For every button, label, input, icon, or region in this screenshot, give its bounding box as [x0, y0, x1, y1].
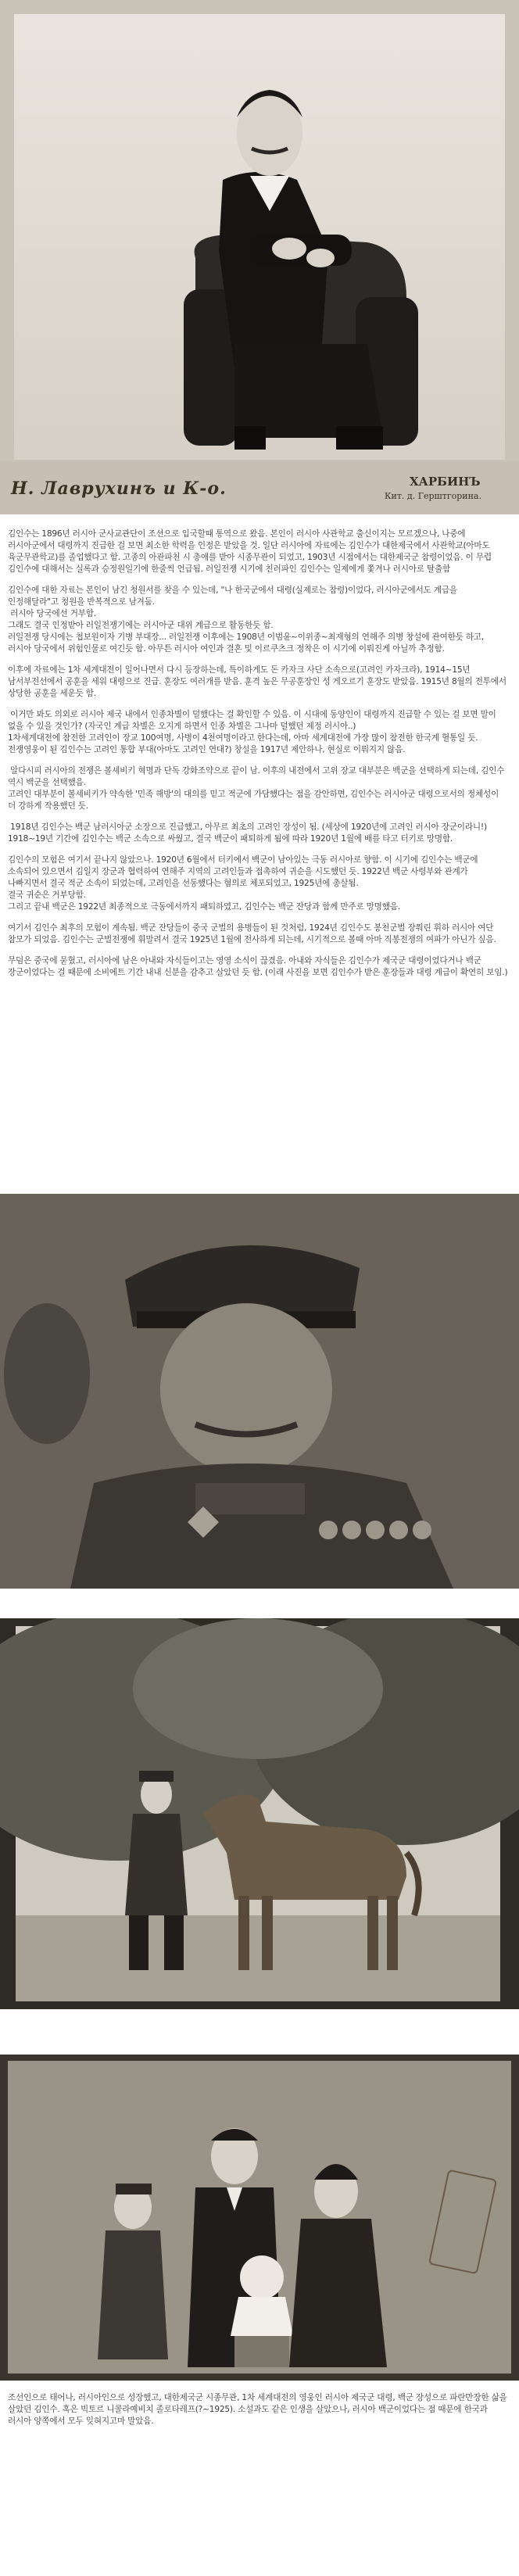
studio-name-plate: Н. Лаврухинъ и К-о. [11, 478, 227, 499]
paragraph: 김인수에 대한 자료는 본인이 남긴 청원서를 찾을 수 있는데, "나 한국군에서 대령(실제로는 참령)이었다, 러시아군에서도 계급을 인정해달라"고 청원을 반복적으로 남겨둠. 러시아 당국에선 거부함. 그래도 결국 인정받아 러일전쟁기에는 러시아군 대위 계급으로 활동한듯 함. 러일전쟁 당시에는 첩보원이자 기병 부대장... 러일전쟁 이후에는 1908년 이범윤~이위종~최재형의 연해주 의병 창설에 관여한듯 하고, 러시아 당국에서 위험인물로 여긴듯 함. 아무튼 러시아 여인과 결혼 및 이르쿠츠크 정착은 이 시기에 이뤄진게 아닐까 추정함. [8, 586, 485, 654]
paragraph: 1918년 김인수는 백군 남러시아군 소장으로 진급했고, 아무르 최초의 고려인 장성이 됨. (세상에 1920년에 고려인 러시아 장군이라니!) 1918~19년 기간에 김인수는 백군 소속으로 싸웠고, 결국 백군이 패퇴하게 됨에 따라 1920년 1월에 배를 타고 터키로 망명함. [8, 822, 490, 844]
paragraph: 조선인으로 태어나, 러시아인으로 성장했고, 대한제국군 시종무관, 1차 세계대전의 영웅인 러시아 제국군 대령, 백군 장성으로 파란만장한 삶을 살았던 김인수. 혹은 빅토르 니콜라예비치 졸로타레프(?~1925). 소설과도 같은 인생을 살았으나, 러시아 백군이었다는 점 때문에 한국과 러시아 양쪽에서 모두 잊혀지고마 말았음. [8, 2393, 510, 2426]
article-conclusion [8, 2392, 508, 2437]
paragraph: 여기서 김인수 최후의 모험이 계속됨. 백군 잔당들이 중국 군벌의 용병들이 된 것처럼, 1924년 김인수도 봉천군벌 장쭤린 휘하 러시아 여단 참모가 되었음. 김인수는 군벌전쟁에 휘말려서 결국 1925년 1월에 전사하게 되는데, 시기적으로 볼때 아마 직봉전쟁의 여파가 아닌가 싶음. [8, 923, 496, 944]
studio-address-plate: Кит. д. Герштгорина. [385, 491, 481, 501]
soldier-with-horse-photo [0, 1618, 519, 2009]
paragraph: 김인수는 1896년 러시아 군사교관단이 조선으로 입국할때 통역으로 왔음. 본인이 러시아 사관학교 출신이지는 모르겠으나, 나중에 러시아군에서 대령까지 진급한 걸 보면 최소한 학력을 인정은 받았을 것. 일단 러시아에 자료에는 김인수가 대한제국에서 사관학교(아마도 육군무관학교)를 졸업했다고 함. 고종의 아관파천 시 총애를 받아 시종무관이 되었고, 1903년 시점에서는 대한제국군 참령이었음. 이 무렵 김인수에 대해서는 실록과 승정원일기에 한줄씩 언급됨. 러일전쟁 시기에 친러파인 김인수는 일제에게 쫓겨나 러시아로 탈출함 [8, 529, 495, 574]
article-body [8, 528, 508, 988]
paragraph: 무덤은 중국에 묻혔고, 러시아에 남은 아내와 자식들이고는 영영 소식이 끊겼음. 아내와 자식들은 김인수가 제국군 대령이었다거나 백군 장군이었다는 걸 때문에 소비에트 기간 내내 신분을 감추고 살았던 듯 함. (이래 사진을 보면 김인수가 받은 훈장들과 대령 계급이 확연히 보임.) [8, 956, 508, 977]
paragraph: 이거만 봐도 의외로 러시아 제국 내에서 인종차별이 덜했다는 걸 확인할 수 있음. 이 시대에 동양인이 대령까지 진급할 수 있는 걸 보면 말이 없을 수 있을 것인가? (자국인 계급 차별은 오지게 하면서 인종 차별은 그나마 덜했던 제정 러시아..) 1차세계대전에 참전한 고려인이 장교 100여명, 사병이 4천여명이라고 한다는데, 아마 세계대전에 가장 많이 참전한 한국계 혈통일 듯. 전쟁영웅이 된 김인수는 고려인 통합 부대(아마도 고려인 연대?) 창설을 1917년 제안하나, 현실로 이뤄지지 않음. [8, 710, 496, 754]
paragraph: 이후에 자료에는 1차 세계대전이 일어나면서 다시 등장하는데, 특이하게도 돈 카자크 사단 소속으로(고려인 카자크라), 1914~15년 남서부전선에서 공훈을 세워 대령으로 진급. 훈장도 여러개를 받음. 훈격 높은 무공훈장인 성 게오르기 훈장도 받았음. 1915년 8월의 전투에서 상당한 공훈을 세운듯 함. [8, 665, 510, 698]
officer-closeup-photo [0, 1194, 519, 1589]
paragraph: 알다시피 러시아의 전쟁은 볼셰비키 혁명과 단독 강화조약으로 끝이 남. 이후의 내전에서 고위 장교 대부분은 백군을 선택하게 되는데, 김인수 역시 백군을 선택했음. 고려인 대부분이 볼셰비키가 약속한 '민족 해방'의 대의를 믿고 적군에 가담했다는 점을 감안하면, 김인수는 러시아군 대령으로서의 정체성이 더 강하게 작용했던 듯. [8, 766, 505, 811]
studio-city-plate: ХАРБИНЪ [410, 475, 481, 489]
seated-portrait-photo [0, 0, 519, 514]
paragraph: 김인수의 모험은 여기서 끝나지 않았으나. 1920년 6월에서 터키에서 백군이 남아있는 극동 러시아로 향함. 이 시기에 김인수는 백군에 소속되어 있으면서 김일지 장군과 협력하여 연해주 지역의 고려인들과 접촉하여 귀순을 시도했던 듯. 1922년 백군 사령부와 관계가 나빠지면서 결국 적군 소속이 되었는데, 고려인을 선동했다는 혐의로 체포되었고, 1925년에 총살됨. 결국 귀순은 거부당함. 그리고 끝내 백군은 1922년 최종적으로 극동에서까지 패퇴하였고, 김인수는 백군 잔당과 함께 만주로 망명했음. [8, 855, 478, 912]
